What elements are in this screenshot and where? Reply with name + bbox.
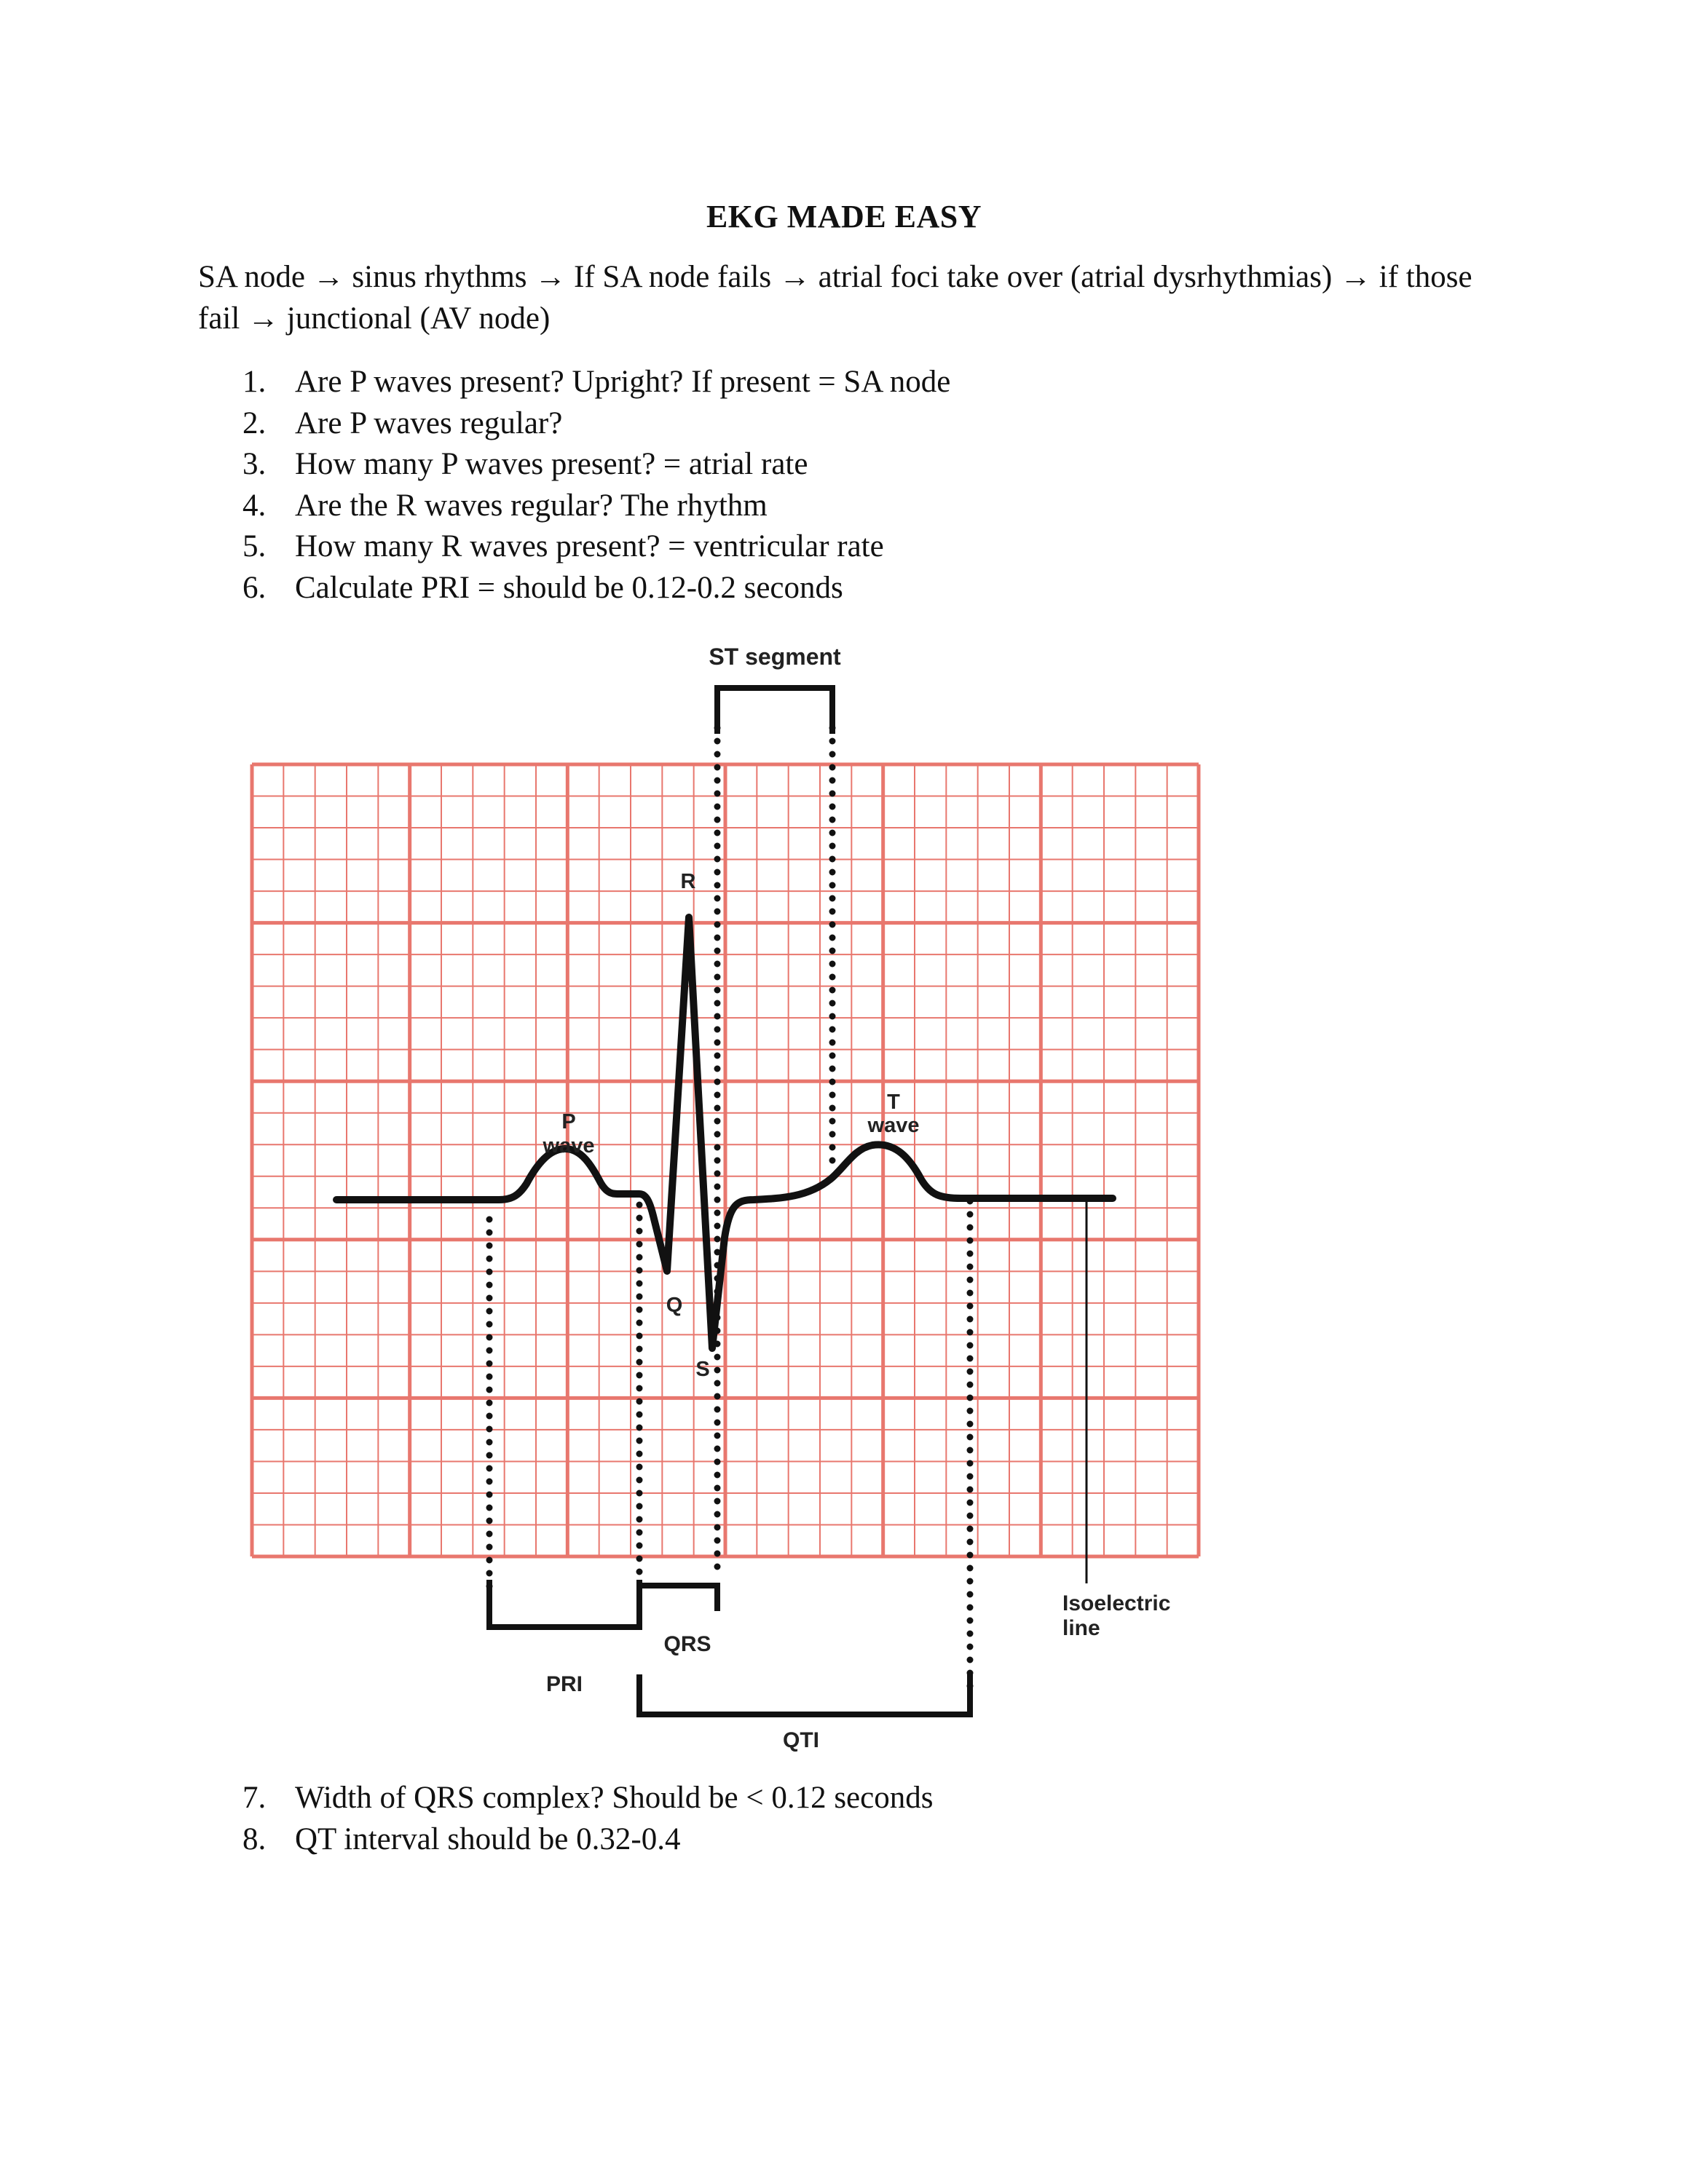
item-text: Are P waves present? Upright? If present = SA node (295, 365, 951, 399)
item-text: Width of QRS complex? Should be < 0.12 seconds (295, 1781, 934, 1815)
qti-label: QTI (783, 1728, 819, 1752)
interval-brackets (489, 688, 970, 1714)
page-title: EKG MADE EASY (706, 199, 982, 234)
t-wave-label-line1: T (887, 1091, 900, 1114)
p-wave-label-line2: wave (543, 1134, 595, 1158)
list-item (0, 1778, 1688, 1819)
pri-label: PRI (545, 1672, 583, 1696)
isoelectric-label-line2: line (1062, 1616, 1100, 1640)
item-text: How many R waves present? = ventricular rate (295, 529, 884, 563)
item-number: 7. (242, 1781, 267, 1815)
list-item (0, 403, 1688, 445)
list-item (0, 526, 1688, 568)
st-segment-label: ST segment (709, 644, 841, 670)
item-number: 2. (242, 405, 267, 440)
ekg-diagram (240, 641, 1209, 1762)
list-item (0, 1819, 1688, 1861)
item-number: 5. (242, 529, 267, 563)
item-number: 8. (242, 1821, 267, 1856)
qrs-bracket (639, 1586, 717, 1611)
item-text: Are the R waves regular? The rhythm (295, 488, 768, 523)
list-item (0, 568, 1688, 609)
r-wave-label: R (680, 870, 696, 893)
item-number: 3. (242, 447, 267, 481)
ecg-grid-paper (252, 764, 1199, 1556)
item-number: 1. (242, 365, 267, 399)
s-wave-label: S (695, 1358, 710, 1381)
item-text: How many P waves present? = atrial rate (295, 447, 808, 481)
question-list-continued (0, 1778, 1688, 1860)
item-text: Calculate PRI = should be 0.12-0.2 seconds (295, 570, 843, 605)
pri-bracket (489, 1580, 639, 1627)
p-wave-label-line1: P (561, 1110, 576, 1133)
st-segment-bracket (717, 688, 832, 734)
list-item (0, 486, 1688, 527)
qti-bracket (639, 1674, 970, 1714)
q-wave-label: Q (666, 1294, 683, 1317)
qrs-label: QRS (663, 1632, 711, 1656)
item-text: Are P waves regular? (295, 405, 563, 440)
t-wave-label-line2: wave (867, 1114, 920, 1137)
question-list (0, 362, 1688, 609)
isoelectric-label-line1: Isoelectric (1062, 1591, 1171, 1615)
intro-paragraph: SA node → sinus rhythms → If SA node fails → atrial foci take over (atrial dysrhythmias) → if those fail → junctional (AV node) (198, 260, 1472, 336)
list-item (0, 362, 1688, 403)
item-number: 6. (242, 570, 267, 605)
item-number: 4. (242, 488, 267, 523)
item-text: QT interval should be 0.32-0.4 (295, 1821, 681, 1856)
list-item (0, 444, 1688, 486)
